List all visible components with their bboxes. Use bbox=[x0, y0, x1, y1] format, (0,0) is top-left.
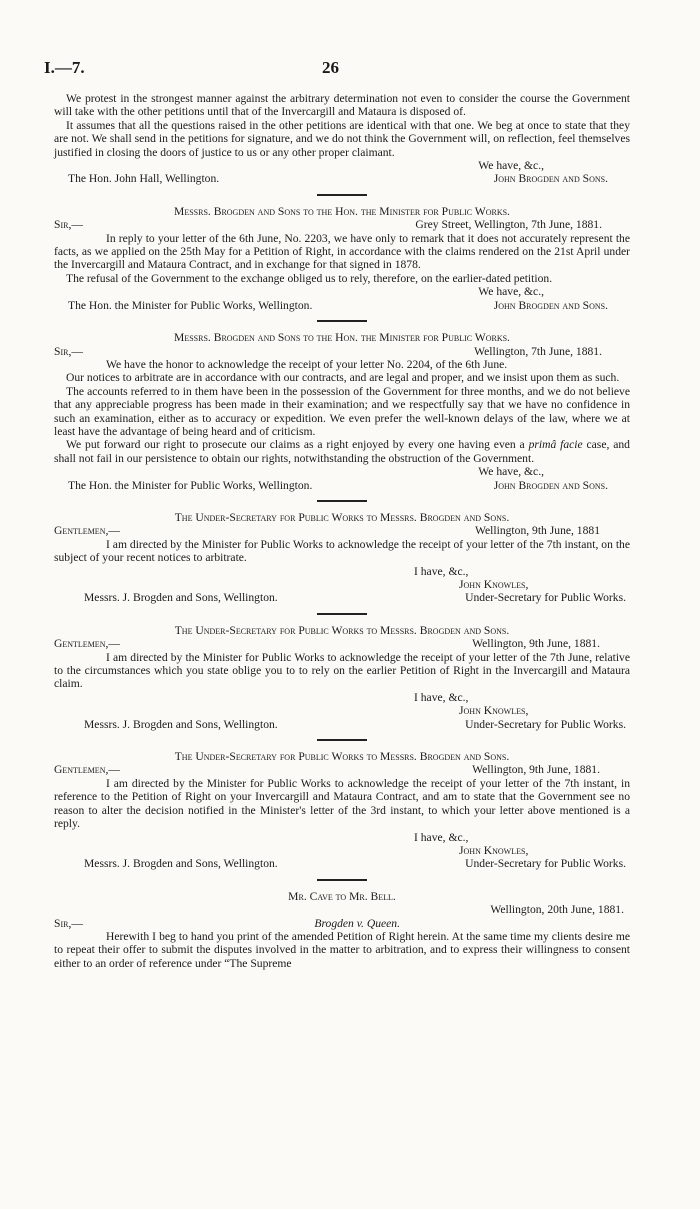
document-body bbox=[54, 92, 630, 970]
paragraph: In reply to your letter of the 6th June, No. 2203, we have only to remark that it does not accurately represent the facts, as we applied on the 25th May for a Petition of Right, in accordance with the claims rendered on the 21st April under the Invercargill and Mataura Contract, and in exchange for that signed in 1878. bbox=[54, 231, 630, 272]
section-divider bbox=[317, 613, 367, 615]
section-divider bbox=[317, 879, 367, 881]
paragraph: It assumes that all the questions raised in the other petitions are identical with that one. We beg at once to state that they are not. We shall send in the petitions for signature, and we do not think the Government will, on reflection, feel themselves justified in closing the doors of justice to us or any other proper claimant. bbox=[54, 118, 630, 159]
salutation: Sir,— bbox=[54, 916, 83, 930]
signer-name: John Knowles, bbox=[459, 578, 529, 591]
latin-phrase: primâ facie bbox=[528, 438, 583, 452]
salutation-row bbox=[54, 345, 630, 358]
document-reference: I.—7. bbox=[44, 58, 85, 77]
salutation-row bbox=[54, 524, 630, 537]
section-divider bbox=[317, 500, 367, 502]
closing-formula: I have, &c., bbox=[414, 830, 469, 844]
letter-heading: Messrs. Brogden and Sons to the Hon. the Minister for Public Works. bbox=[174, 331, 510, 345]
section-divider bbox=[317, 194, 367, 196]
salutation-row bbox=[54, 637, 630, 650]
section-divider bbox=[317, 739, 367, 741]
closing-formula: We have, &c., bbox=[478, 159, 544, 173]
letter-heading: Messrs. Brogden and Sons to the Hon. the Minister for Public Works. bbox=[174, 204, 510, 218]
paragraph: Our notices to arbitrate are in accordance with our contracts, and are legal and proper, and we insist upon them as such. bbox=[66, 371, 620, 385]
section-divider bbox=[317, 320, 367, 322]
signature-row bbox=[54, 479, 630, 492]
place-date: Wellington, 7th June, 1881. bbox=[474, 344, 602, 358]
signer-name: John Knowles, bbox=[459, 843, 529, 857]
closing-row bbox=[54, 159, 630, 172]
letter-heading: Mr. Cave to Mr. Bell. bbox=[288, 889, 396, 903]
addressee: The Hon. the Minister for Public Works, Wellington. bbox=[68, 478, 313, 492]
signer-title: Under-Secretary for Public Works. bbox=[465, 591, 626, 605]
salutation: Sir,— bbox=[54, 344, 83, 358]
closing-row bbox=[54, 285, 630, 298]
paragraph bbox=[54, 438, 630, 465]
closing-formula: I have, &c., bbox=[414, 690, 469, 704]
addressee: The Hon. John Hall, Wellington. bbox=[68, 172, 220, 186]
paragraph: We have the honor to acknowledge the receipt of your letter No. 2204, of the 6th June. bbox=[106, 357, 508, 371]
case-title: Brogden v. Queen. bbox=[314, 916, 400, 930]
paragraph: We protest in the strongest manner against the arbitrary determination not even to consider the course the Government will take with the other petitions until that of the Invercargill and Mataura is disposed of. bbox=[54, 92, 630, 119]
addressee: Messrs. J. Brogden and Sons, Wellington. bbox=[84, 717, 278, 731]
signature: John Brogden and Sons. bbox=[493, 172, 608, 186]
signer-title: Under-Secretary for Public Works. bbox=[465, 857, 626, 871]
signature-row bbox=[54, 857, 630, 870]
addressee: Messrs. J. Brogden and Sons, Wellington. bbox=[84, 591, 278, 605]
addressee: The Hon. the Minister for Public Works, Wellington. bbox=[68, 298, 313, 312]
place-date: Grey Street, Wellington, 7th June, 1881. bbox=[415, 218, 602, 232]
signer-name: John Knowles, bbox=[459, 704, 529, 718]
salutation: Gentlemen,— bbox=[54, 763, 120, 777]
signature-row bbox=[54, 299, 630, 312]
paragraph-text: We put forward our right to prosecute our claims as a right enjoyed by every one having even a bbox=[66, 438, 525, 452]
signer-title: Under-Secretary for Public Works. bbox=[465, 717, 626, 731]
salutation: Gentlemen,— bbox=[54, 637, 120, 651]
letter-heading: The Under-Secretary for Public Works to Messrs. Brogden and Sons. bbox=[174, 750, 510, 764]
salutation-row bbox=[54, 763, 630, 776]
letter-heading: The Under-Secretary for Public Works to Messrs. Brogden and Sons. bbox=[174, 510, 510, 524]
signature: John Brogden and Sons. bbox=[493, 478, 608, 492]
paragraph-text: case, and shall not fail in our persistence to obtain our rights, notwithstanding the obstruction of the Government. bbox=[54, 438, 630, 465]
paragraph: I am directed by the Minister for Public Works to acknowledge the receipt of your letter of the 7th instant, in reference to the Petition of Right on your Invercargill and Mataura Contract, and am to state that the Government see no reason to alter the decision notified in the Minister's letter of the 3rd instant, to which your letter above mentioned is a reply. bbox=[54, 776, 630, 831]
paragraph: Herewith I beg to hand you print of the amended Petition of Right herein. At the same time my clients desire me to repeat their offer to submit the disputes involved in the matter to arbitration, and to express their willingness to consent either to an order of reference under “The Supreme bbox=[54, 929, 630, 970]
paragraph: The accounts referred to in them have been in the possession of the Government for three months, and we do not believe that any appreciable progress has been made in their examination; and we respectfully say that we have no confidence in such an examination, either as to accuracy or expedition. We even prefer the well-known delays of the law, where we at least have the advantage of being heard and of criticism. bbox=[54, 384, 630, 438]
signature: John Brogden and Sons. bbox=[493, 298, 608, 312]
paragraph: I am directed by the Minister for Public Works to acknowledge the receipt of your letter of the 7th June, relative to the circumstances which you state oblige you to to rely on the earlier Petition of Right in the Invercargill and Mataura claim. bbox=[54, 650, 630, 691]
signature-row bbox=[54, 172, 630, 185]
place-date: Wellington, 9th June, 1881 bbox=[475, 524, 600, 538]
closing-formula: We have, &c., bbox=[478, 285, 544, 299]
place-date: Wellington, 20th June, 1881. bbox=[490, 903, 624, 917]
salutation-row bbox=[54, 917, 630, 930]
place-date: Wellington, 9th June, 1881. bbox=[472, 637, 600, 651]
closing-formula: I have, &c., bbox=[414, 564, 469, 578]
addressee: Messrs. J. Brogden and Sons, Wellington. bbox=[84, 857, 278, 871]
closing-row bbox=[54, 465, 630, 478]
paragraph: The refusal of the Government to the exchange obliged us to rely, therefore, on the earlier-dated petition. bbox=[66, 271, 553, 285]
signature-row bbox=[54, 591, 630, 604]
salutation: Gentlemen,— bbox=[54, 524, 120, 538]
salutation-row bbox=[54, 218, 630, 231]
paragraph: I am directed by the Minister for Public Works to acknowledge the receipt of your letter of the 7th instant, on the subject of your recent notices to arbitrate. bbox=[54, 537, 630, 565]
signature-row bbox=[54, 718, 630, 731]
closing-formula: We have, &c., bbox=[478, 465, 544, 479]
letter-heading: The Under-Secretary for Public Works to Messrs. Brogden and Sons. bbox=[174, 623, 510, 637]
place-date: Wellington, 9th June, 1881. bbox=[472, 763, 600, 777]
salutation: Sir,— bbox=[54, 218, 83, 232]
page-number: 26 bbox=[322, 58, 339, 77]
